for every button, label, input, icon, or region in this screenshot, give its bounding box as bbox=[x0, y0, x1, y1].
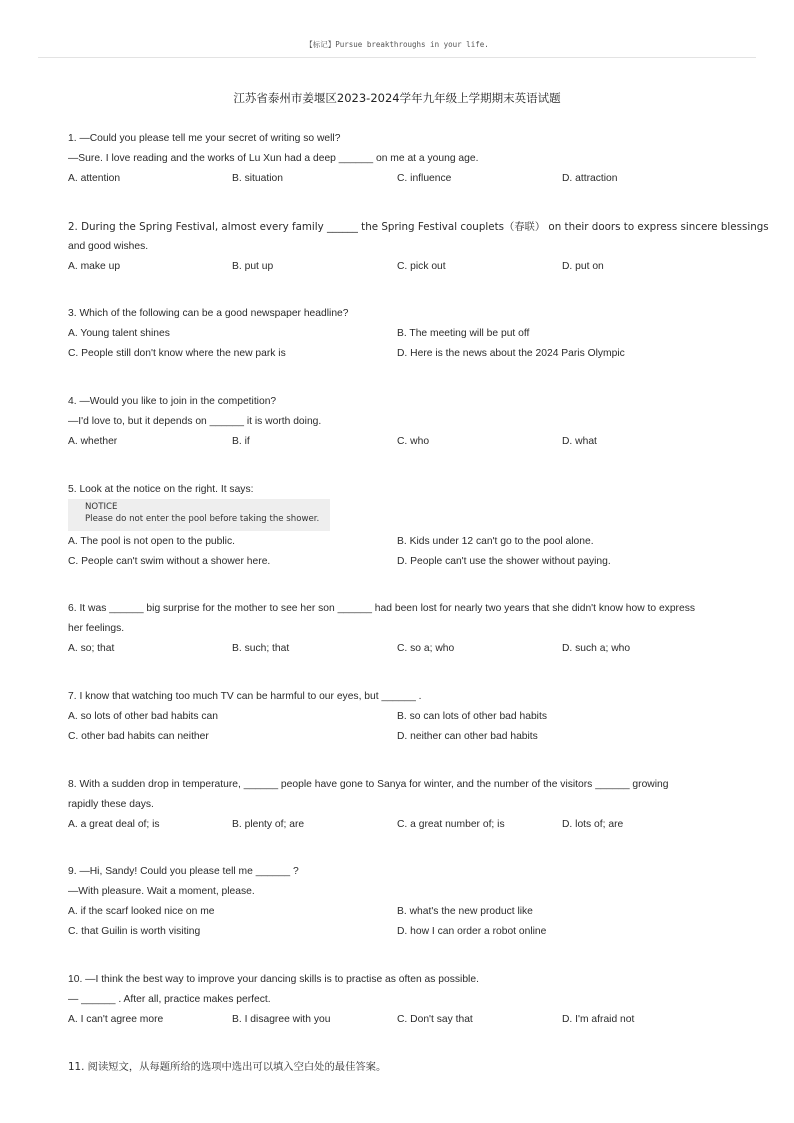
question-6-option-a[interactable]: A. so; that bbox=[68, 643, 115, 654]
notice-text: Please do not enter the pool before taking the shower. bbox=[85, 514, 320, 524]
question-3-option-a[interactable]: A. Young talent shines bbox=[68, 328, 170, 339]
question-10-option-d[interactable]: D. I'm afraid not bbox=[562, 1014, 635, 1025]
question-5-stem: 5. Look at the notice on the right. It says: bbox=[68, 484, 254, 495]
question-4-option-d[interactable]: D. what bbox=[562, 436, 597, 447]
question-1-stem-line2: —Sure. I love reading and the works of Lu Xun had a deep ______ on me at a young age. bbox=[68, 153, 479, 164]
question-7-option-a[interactable]: A. so lots of other bad habits can bbox=[68, 711, 218, 722]
page-header: 【标记】Pursue breakthroughs in your life. bbox=[305, 40, 489, 49]
question-4-option-c[interactable]: C. who bbox=[397, 436, 430, 447]
question-8-option-d[interactable]: D. lots of; are bbox=[562, 819, 624, 830]
question-4-option-a[interactable]: A. whether bbox=[68, 436, 118, 447]
question-3-option-d[interactable]: D. Here is the news about the 2024 Paris Olympic bbox=[397, 348, 625, 359]
question-7-option-c[interactable]: C. other bad habits can neither bbox=[68, 731, 209, 742]
question-2-option-a[interactable]: A. make up bbox=[68, 261, 121, 272]
question-3-stem: 3. Which of the following can be a good newspaper headline? bbox=[68, 308, 349, 319]
question-6-option-b[interactable]: B. such; that bbox=[232, 643, 290, 654]
question-2-option-b[interactable]: B. put up bbox=[232, 261, 274, 272]
question-1-option-c[interactable]: C. influence bbox=[397, 173, 452, 184]
question-5-option-a[interactable]: A. The pool is not open to the public. bbox=[68, 536, 235, 547]
question-8-option-a[interactable]: A. a great deal of; is bbox=[68, 819, 160, 830]
question-6-option-c[interactable]: C. so a; who bbox=[397, 643, 455, 654]
notice-box bbox=[68, 499, 330, 531]
header-divider bbox=[38, 57, 756, 58]
question-9-option-d[interactable]: D. how I can order a robot online bbox=[397, 926, 547, 937]
question-1-stem: 1. —Could you please tell me your secret of writing so well? bbox=[68, 133, 341, 144]
question-4-stem-line2: —I'd love to, but it depends on ______ it is worth doing. bbox=[68, 416, 322, 427]
question-3-option-c[interactable]: C. People still don't know where the new park is bbox=[68, 348, 286, 359]
question-6-stem-line2: her feelings. bbox=[68, 623, 125, 634]
question-4-option-b[interactable]: B. if bbox=[232, 436, 250, 447]
question-5-option-c[interactable]: C. People can't swim without a shower here. bbox=[68, 556, 271, 567]
question-7-option-d[interactable]: D. neither can other bad habits bbox=[397, 731, 538, 742]
question-6-option-d[interactable]: D. such a; who bbox=[562, 643, 631, 654]
notice-heading: NOTICE bbox=[85, 502, 118, 512]
question-2-stem: 2. During the Spring Festival, almost every family ______ the Spring Festival couplets（春联） on their doors to express sincere blessings bbox=[68, 221, 769, 233]
question-4-stem: 4. —Would you like to join in the competition? bbox=[68, 396, 277, 407]
question-9-option-b[interactable]: B. what's the new product like bbox=[397, 906, 533, 917]
question-10-stem-line2: — ______ . After all, practice makes perfect. bbox=[68, 994, 271, 1005]
question-10-option-c[interactable]: C. Don't say that bbox=[397, 1014, 473, 1025]
question-1-option-b[interactable]: B. situation bbox=[232, 173, 283, 184]
question-10-option-b[interactable]: B. I disagree with you bbox=[232, 1014, 331, 1025]
question-5-option-d[interactable]: D. People can't use the shower without paying. bbox=[397, 556, 611, 567]
question-7-option-b[interactable]: B. so can lots of other bad habits bbox=[397, 711, 547, 722]
question-8-option-c[interactable]: C. a great number of; is bbox=[397, 819, 505, 830]
question-11-instruction: 11. 阅读短文，从每题所给的选项中选出可以填入空白处的最佳答案。 bbox=[68, 1061, 387, 1073]
question-2-option-c[interactable]: C. pick out bbox=[397, 261, 446, 272]
question-7-stem: 7. I know that watching too much TV can be harmful to our eyes, but ______ . bbox=[68, 691, 422, 702]
question-3-option-b[interactable]: B. The meeting will be put off bbox=[397, 328, 530, 339]
question-9-stem-line2: —With pleasure. Wait a moment, please. bbox=[68, 886, 255, 897]
question-2-stem-line2: and good wishes. bbox=[68, 241, 149, 252]
question-8-option-b[interactable]: B. plenty of; are bbox=[232, 819, 305, 830]
question-8-stem: 8. With a sudden drop in temperature, ______ people have gone to Sanya for winter, and the number of the visitors ______ growing bbox=[68, 779, 669, 790]
question-5-option-b[interactable]: B. Kids under 12 can't go to the pool alone. bbox=[397, 536, 594, 547]
question-8-stem-line2: rapidly these days. bbox=[68, 799, 154, 810]
question-1-option-a[interactable]: A. attention bbox=[68, 173, 121, 184]
exam-title: 江苏省泰州市姜堰区2023-2024学年九年级上学期期末英语试题 bbox=[233, 91, 561, 105]
question-1-option-d[interactable]: D. attraction bbox=[562, 173, 618, 184]
question-9-option-a[interactable]: A. if the scarf looked nice on me bbox=[68, 906, 215, 917]
question-2-option-d[interactable]: D. put on bbox=[562, 261, 604, 272]
question-9-stem: 9. —Hi, Sandy! Could you please tell me ______ ? bbox=[68, 866, 299, 877]
question-6-stem: 6. It was ______ big surprise for the mother to see her son ______ had been lost for nearly two years that she didn't know how to express bbox=[68, 603, 696, 614]
question-10-option-a[interactable]: A. I can't agree more bbox=[68, 1014, 164, 1025]
question-10-stem: 10. —I think the best way to improve your dancing skills is to practise as often as possible. bbox=[68, 974, 479, 985]
question-9-option-c[interactable]: C. that Guilin is worth visiting bbox=[68, 926, 201, 937]
